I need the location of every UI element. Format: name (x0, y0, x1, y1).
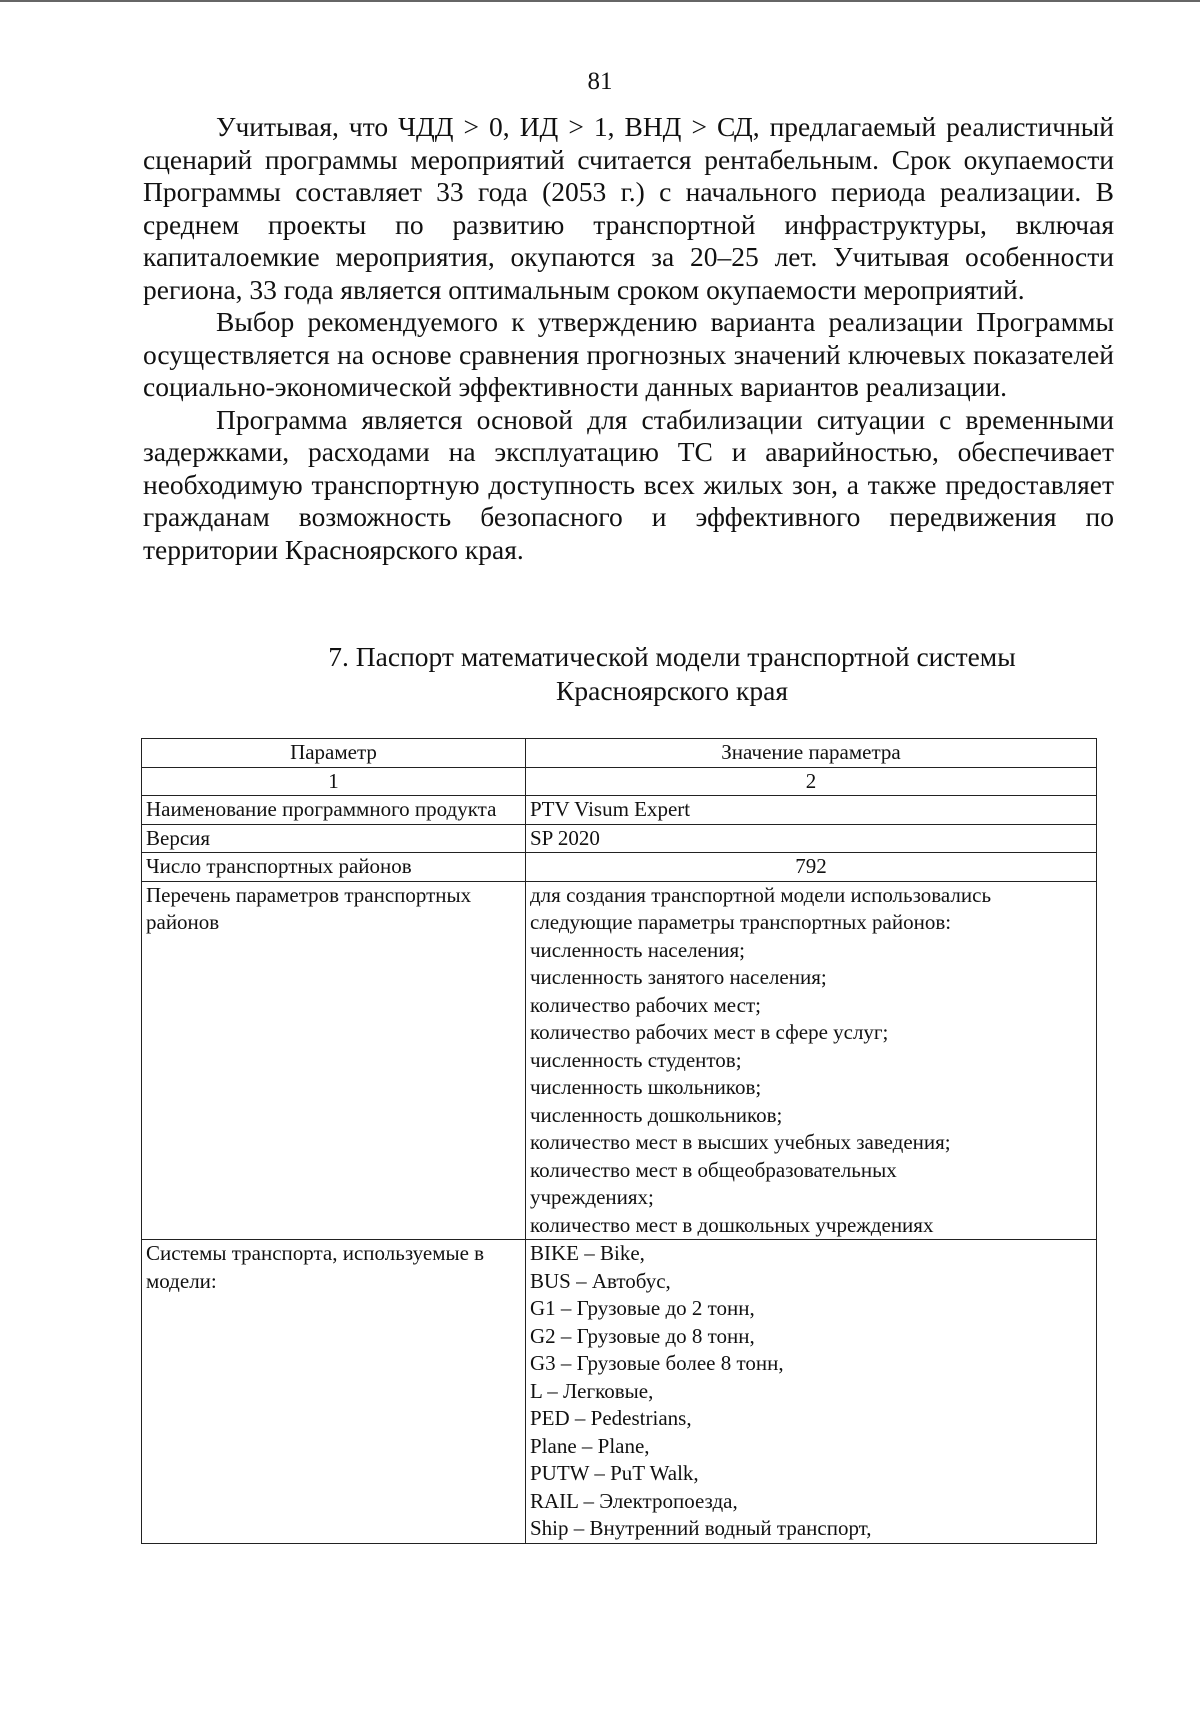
row-zone-count-param: Число транспортных районов (142, 853, 526, 882)
row-software-name-param: Наименование программного продукта (142, 796, 526, 825)
list-item: количество мест в высших учебных заведения; (530, 1130, 951, 1154)
list-item: BUS – Автобус, (530, 1268, 671, 1293)
row-transport-systems-param: Системы транспорта, используемые в модели: (142, 1240, 526, 1544)
list-item: PUTW – PuT Walk, (530, 1461, 699, 1485)
list-item: BIKE – Bike, (530, 1241, 645, 1265)
list-item: G1 – Грузовые до 2 тонн, (530, 1296, 755, 1320)
table-column-number-row (142, 767, 1097, 796)
row-zone-count-value: 792 (526, 853, 1097, 882)
list-item: численность студентов; (530, 1047, 742, 1072)
list-item: Ship – Внутренний водный транспорт, (530, 1516, 872, 1540)
paragraph-payback: Учитывая, что ЧДД > 0, ИД > 1, ВНД > СД, предлагаемый реалистичный сценарий программы мероприятий считается рентабельным. Срок окупаемости Программы составляет 33 года (2053 г.) с начального периода реализации. В среднем проекты по развитию транспортной инфраструктуры, включая капиталоемкие мероприятия, окупаются за 20–25 лет. Учитывая особенности региона, 33 года является оптимальным сроком окупаемости мероприятий. (143, 111, 1114, 305)
list-item: Plane – Plane, (530, 1433, 650, 1458)
list-item: количество рабочих мест в сфере услуг; (530, 1020, 889, 1044)
list-item: учреждениях; (530, 1185, 654, 1209)
list-item: RAIL – Электропоезда, (530, 1488, 738, 1513)
page-number: 81 (587, 68, 613, 95)
list-item: количество мест в общеобразовательных (530, 1157, 897, 1182)
list-item: численность населения; (530, 937, 745, 962)
row-zone-parameters-value (526, 881, 1097, 1240)
page-top-edge (0, 0, 1200, 2)
row-version-param: Версия (142, 824, 526, 853)
list-item: следующие параметры транспортных районов: (530, 910, 952, 934)
list-item: количество рабочих мест; (530, 992, 761, 1017)
section-title (143, 640, 1200, 708)
section-title-line-1: 7. Паспорт математической модели транспортной системы (328, 641, 1016, 672)
list-item: для создания транспортной модели использовались (530, 882, 992, 907)
row-version-value: SP 2020 (526, 824, 1097, 853)
row-transport-systems-value (526, 1240, 1097, 1544)
list-item: численность занятого населения; (530, 965, 827, 989)
table-row (142, 881, 1097, 1240)
paragraph-program-basis: Программа является основой для стабилизации ситуации с временными задержками, расходами на эксплуатацию ТС и аварийностью, обеспечивает необходимую транспортную доступность всех жилых зон, а также предоставляет гражданам возможность безопасного и эффективного передвижения по территории Красноярского края. (143, 403, 1114, 565)
table-row (142, 853, 1097, 882)
header-parameter: Параметр (142, 739, 526, 768)
body-text (143, 111, 1114, 566)
table-row (142, 1240, 1097, 1544)
list-item: G3 – Грузовые более 8 тонн, (530, 1351, 784, 1375)
table-row (142, 824, 1097, 853)
table-header-row (142, 739, 1097, 768)
list-item: численность школьников; (530, 1075, 762, 1099)
model-passport-table (141, 738, 1097, 1544)
list-item: количество мест в дошкольных учреждениях (530, 1212, 934, 1237)
list-item: численность дошкольников; (530, 1102, 783, 1127)
header-value: Значение параметра (526, 739, 1097, 768)
column-number-2: 2 (526, 767, 1097, 796)
list-item: G2 – Грузовые до 8 тонн, (530, 1323, 755, 1348)
column-number-1: 1 (142, 767, 526, 796)
list-item: L – Легковые, (530, 1378, 654, 1403)
row-zone-parameters-param: Перечень параметров транспортных районов (142, 881, 526, 1240)
section-title-line-2: Красноярского края (556, 675, 788, 706)
list-item: PED – Pedestrians, (530, 1406, 692, 1430)
paragraph-selection: Выбор рекомендуемого к утверждению варианта реализации Программы осуществляется на основе сравнения прогнозных значений ключевых показателей социально-экономической эффективности данных вариантов реализации. (143, 306, 1114, 402)
row-software-name-value: PTV Visum Expert (526, 796, 1097, 825)
table-row (142, 796, 1097, 825)
